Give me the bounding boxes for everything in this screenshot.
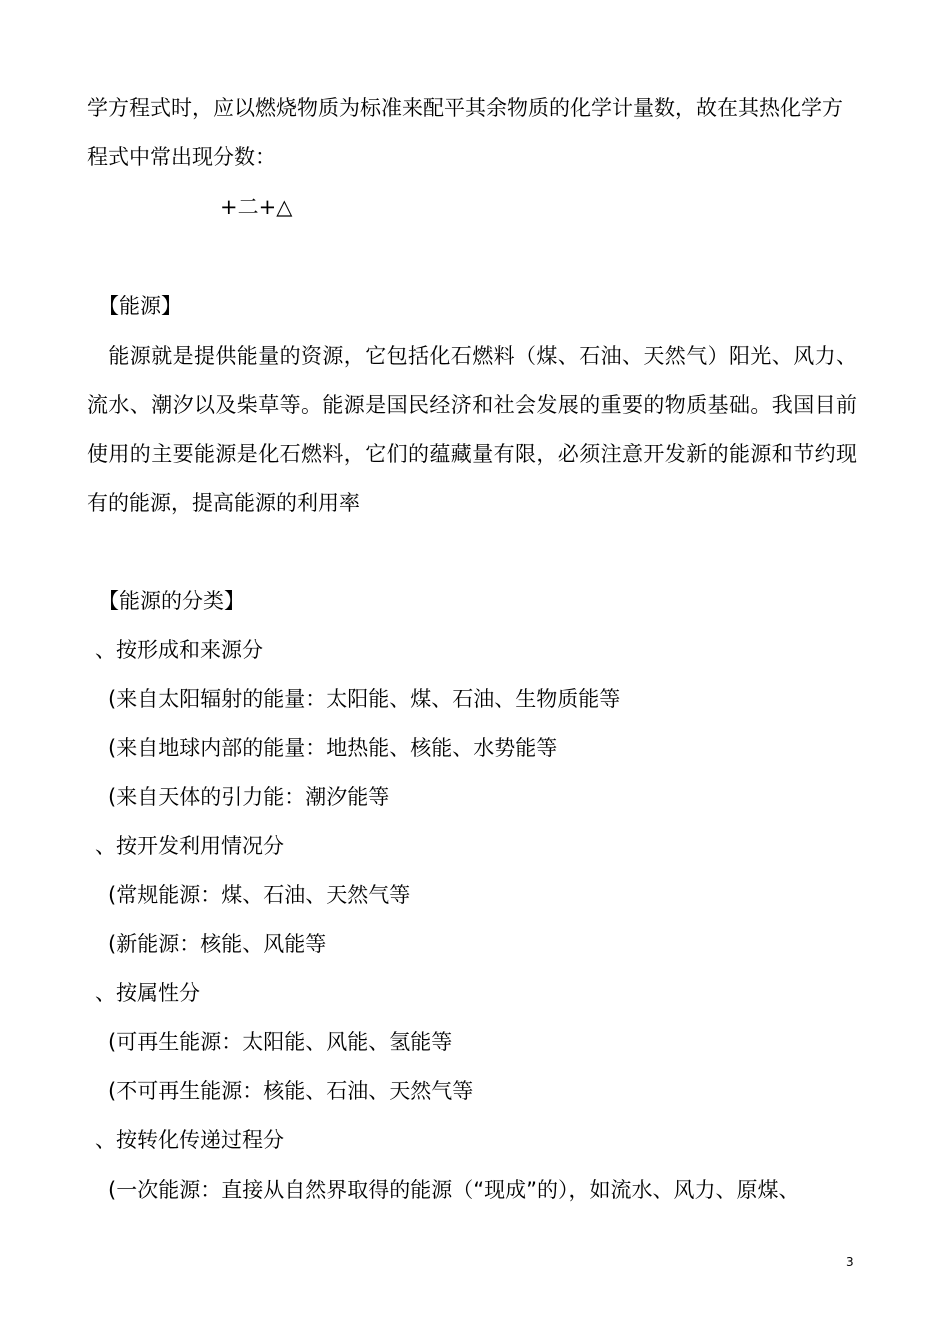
list-item: (一次能源：直接从自然界取得的能源（“现成”的），如流水、风力、原煤、 [108,1178,800,1202]
list-item: 、按转化传递过程分 [95,1128,284,1152]
intro-line-2: 程式中常出现分数： [87,145,276,169]
list-item: (常规能源：煤、石油、天然气等 [108,883,411,907]
list-item: (来自地球内部的能量：地热能、核能、水势能等 [108,736,558,760]
formula: +二+△ [220,195,293,219]
classification-heading: 【能源的分类】 [98,589,245,613]
list-item: 、按开发利用情况分 [95,834,284,858]
intro-line-1: 学方程式时，应以燃烧物质为标准来配平其余物质的化学计量数，故在其热化学方 [87,96,843,120]
energy-heading: 【能源】 [98,294,182,318]
page-number: 3 [846,1255,854,1269]
list-item: (不可再生能源：核能、石油、天然气等 [108,1079,474,1103]
list-item: 、按属性分 [95,981,200,1005]
list-item: (来自天体的引力能：潮汐能等 [108,785,390,809]
list-item: (来自太阳辐射的能量：太阳能、煤、石油、生物质能等 [108,687,621,711]
list-item: (新能源：核能、风能等 [108,932,327,956]
energy-paragraph: 能源就是提供能量的资源，它包括化石燃料（煤、石油、天然气）阳光、风力、流水、潮汐以及柴草等。能源是国民经济和社会发展的重要的物质基础。我国目前使用的主要能源是化石燃料，它们的蕴藏量有限，必须注意开发新的能源和节约现有的能源，提高能源的利用率 [87,344,857,515]
list-item: (可再生能源：太阳能、风能、氢能等 [108,1030,453,1054]
list-item: 、按形成和来源分 [95,638,263,662]
